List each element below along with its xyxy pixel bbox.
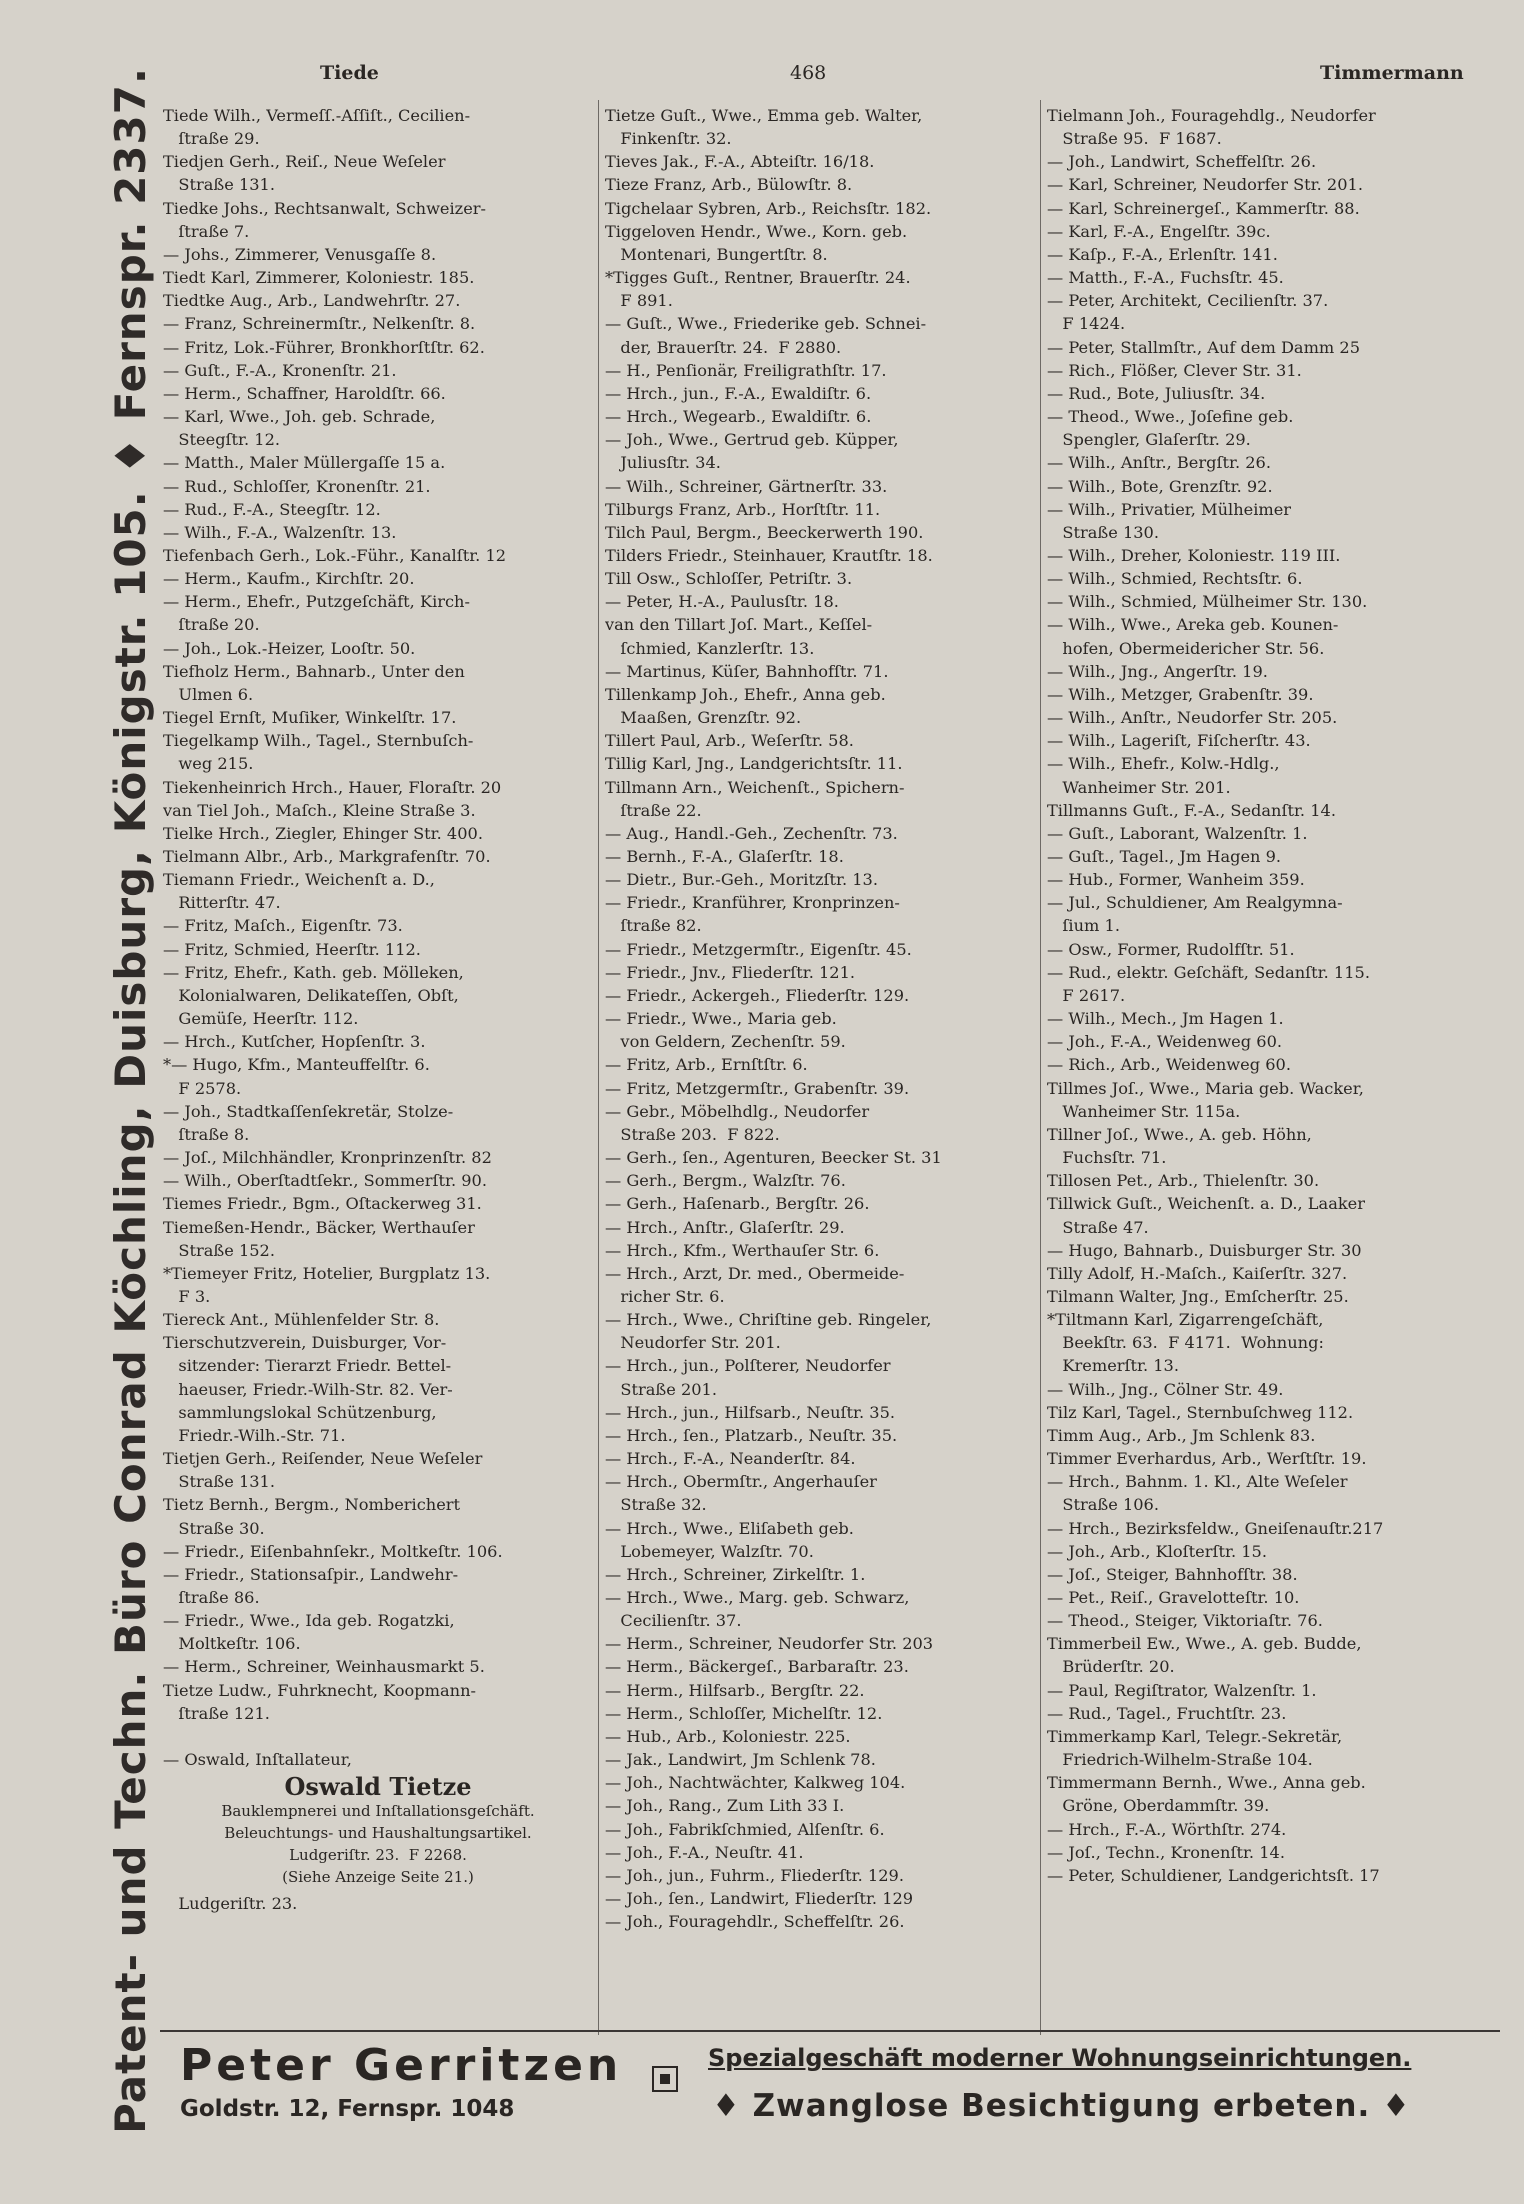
directory-entry-line: — Hugo, Bahnarb., Duisburger Str. 30 xyxy=(1047,1240,1362,1260)
directory-entry-line: Brüderſtr. 20. xyxy=(1047,1657,1175,1677)
directory-entry-line: — Jul., Schuldiener, Am Realgymna- xyxy=(1047,893,1343,913)
directory-entry-line: F 891. xyxy=(605,291,673,311)
directory-entry-line: Straße 130. xyxy=(1047,522,1160,542)
directory-entry-line: Tillwick Guſt., Weichenſt. a. D., Laaker xyxy=(1047,1194,1365,1214)
directory-entry-line: — Hrch., Obermſtr., Angerhauſer xyxy=(605,1472,877,1492)
directory-entry-line: — Hrch., F.-A., Neanderſtr. 84. xyxy=(605,1449,856,1469)
directory-entry-line: — Fritz, Ehefr., Kath. geb. Mölleken, xyxy=(163,962,464,982)
directory-entry-line: — Wilh., Wwe., Areka geb. Kounen- xyxy=(1047,615,1339,635)
directory-entry-line: Tiemann Friedr., Weichenſt a. D., xyxy=(163,870,435,890)
directory-entry-line: — Peter, Architekt, Cecilienſtr. 37. xyxy=(1047,291,1329,311)
directory-entry-line: Tillert Paul, Arb., Weſerſtr. 58. xyxy=(605,731,854,751)
column-divider xyxy=(1040,100,1041,2035)
directory-entry-line: Tilburgs Franz, Arb., Horſtſtr. 11. xyxy=(605,499,881,519)
directory-entry-line: — Wilh., Dreher, Koloniestr. 119 III. xyxy=(1047,545,1341,565)
directory-entry-line: — Hrch., Arzt, Dr. med., Obermeide- xyxy=(605,1263,905,1283)
directory-entry-line: — Joh., Nachtwächter, Kalkweg 104. xyxy=(605,1773,906,1793)
directory-entry-line: sammlungslokal Schützenburg, xyxy=(163,1402,437,1422)
directory-entry-line: — Gerh., ſen., Agenturen, Beecker St. 31 xyxy=(605,1148,942,1168)
directory-entry-line: — Aug., Handl.-Geh., Zechenſtr. 73. xyxy=(605,823,898,843)
directory-entry-line: — Dietr., Bur.-Geh., Moritzſtr. 13. xyxy=(605,870,878,890)
directory-entry-line: — Guſt., Wwe., Friederike geb. Schnei- xyxy=(605,314,927,334)
directory-entry-line: Cecilienſtr. 37. xyxy=(605,1611,742,1631)
directory-entry-line: Tiegelkamp Wilh., Tagel., Sternbuſch- xyxy=(163,731,474,751)
directory-entry-line: — Joſ., Milchhändler, Kronprinzenſtr. 82 xyxy=(163,1148,492,1168)
directory-entry-line: — Guſt., F.-A., Kronenſtr. 21. xyxy=(163,360,397,380)
directory-entry-line: — Joh., F.-A., Neuſtr. 41. xyxy=(605,1842,804,1862)
directory-entry-line: — Franz, Schreinermſtr., Nelkenſtr. 8. xyxy=(163,314,476,334)
directory-entry-line: Tietze Guſt., Wwe., Emma geb. Walter, xyxy=(605,106,923,125)
directory-entry-line: Tiemes Friedr., Bgm., Oſtackerweg 31. xyxy=(163,1194,482,1214)
side-advertisement xyxy=(100,66,160,2134)
directory-entry-line: — Matth., Maler Müllergaſſe 15 a. xyxy=(163,453,446,473)
directory-entry-line: — Friedr., Ackergeh., Fliederſtr. 129. xyxy=(605,985,910,1005)
directory-entry-line: — Hrch., Bahnm. 1. Kl., Alte Weſeler xyxy=(1047,1472,1348,1492)
directory-entry-line: — Bernh., F.-A., Glaſerſtr. 18. xyxy=(605,847,844,866)
directory-entry-line: Tilders Friedr., Steinhauer, Krautſtr. 18. xyxy=(605,545,933,565)
directory-entry-line: Friedrich-Wilhelm-Straße 104. xyxy=(1047,1750,1313,1770)
directory-entry-line: — Herm., Schaffner, Haroldſtr. 66. xyxy=(163,383,446,403)
directory-entry-line: — Herm., Schreiner, Weinhausmarkt 5. xyxy=(163,1657,485,1677)
advertisement-line: Beleuchtungs- und Haushaltungsartikel. xyxy=(224,1824,532,1843)
directory-entry-line: — Rud., Schloſſer, Kronenſtr. 21. xyxy=(163,476,431,496)
directory-entry-line: ſium 1. xyxy=(1047,916,1120,936)
directory-entry-line xyxy=(163,1725,593,1748)
directory-entry-line: Tiedke Johs., Rechtsanwalt, Schweizer- xyxy=(163,198,486,218)
directory-entry-line: — Joh., Fouragehdlr., Scheffelſtr. 26. xyxy=(605,1912,905,1932)
directory-entry-line: — Wilh., Schreiner, Gärtnerſtr. 33. xyxy=(605,476,888,496)
advertisement-address: Ludgeriſtr. 23. xyxy=(163,1894,298,1914)
directory-entry-line: Beekſtr. 63. F 4171. Wohnung: xyxy=(1047,1333,1324,1353)
directory-entry-line: — Joh., ſen., Landwirt, Fliederſtr. 129 xyxy=(605,1889,914,1909)
directory-entry-line: — Wilh., F.-A., Walzenſtr. 13. xyxy=(163,522,397,542)
directory-entry-line: — Hub., Arb., Koloniestr. 225. xyxy=(605,1726,851,1746)
directory-entry-line: ſtraße 29. xyxy=(163,129,260,149)
directory-entry-line: — Guſt., Tagel., Jm Hagen 9. xyxy=(1047,847,1282,866)
directory-entry-line: richer Str. 6. xyxy=(605,1286,725,1306)
directory-entry-line: hofen, Obermeidericher Str. 56. xyxy=(1047,638,1325,658)
advertisement-line: (Siehe Anzeige Seite 21.) xyxy=(282,1868,474,1887)
directory-entry-line: — Friedr., Eiſenbahnſekr., Moltkeſtr. 106. xyxy=(163,1541,503,1561)
directory-entry-line: Tillenkamp Joh., Ehefr., Anna geb. xyxy=(605,684,886,704)
directory-entry-line: Fuchsſtr. 71. xyxy=(1047,1148,1167,1168)
directory-entry-line: ſtraße 22. xyxy=(605,800,702,820)
directory-entry-line: van den Tillart Joſ. Mart., Keſſel- xyxy=(605,615,873,635)
directory-entry-line: — Fritz, Schmied, Heerſtr. 112. xyxy=(163,939,421,959)
directory-entry-line: Neudorfer Str. 201. xyxy=(605,1333,781,1353)
directory-entry-line: Tietjen Gerh., Reiſender, Neue Weſeler xyxy=(163,1449,483,1469)
directory-entry-line: Tigchelaar Sybren, Arb., Reichsſtr. 182. xyxy=(605,198,932,218)
directory-entry-line: — Osw., Former, Rudolfſtr. 51. xyxy=(1047,939,1295,959)
directory-entry-line: — Peter, H.-A., Paulusſtr. 18. xyxy=(605,592,839,612)
directory-entry-line: ſtraße 7. xyxy=(163,221,250,241)
directory-entry-line: Tielke Hrch., Ziegler, Ehinger Str. 400. xyxy=(163,823,483,843)
directory-entry-line: Ritterſtr. 47. xyxy=(163,893,281,913)
directory-entry-line: Timm Aug., Arb., Jm Schlenk 83. xyxy=(1047,1425,1316,1445)
directory-entry-line: — Karl, Wwe., Joh. geb. Schrade, xyxy=(163,407,436,427)
directory-entry-line: Straße 201. xyxy=(605,1379,718,1399)
directory-entry-line: — Joh., Landwirt, Scheffelſtr. 26. xyxy=(1047,152,1317,172)
directory-entry-line: — Gerh., Haſenarb., Bergſtr. 26. xyxy=(605,1194,870,1214)
footer-advertiser-address: Goldstr. 12, Fernspr. 1048 xyxy=(180,2096,515,2122)
directory-entry-line: — Joh., Arb., Kloſterſtr. 15. xyxy=(1047,1541,1267,1561)
directory-entry-line: — Joſ., Steiger, Bahnhofſtr. 38. xyxy=(1047,1564,1298,1584)
directory-entry-line: Straße 131. xyxy=(163,175,276,195)
directory-entry-line: ſtraße 20. xyxy=(163,615,260,635)
directory-entry-line: Tiedt Karl, Zimmerer, Koloniestr. 185. xyxy=(163,268,475,288)
directory-entry-line: — Joh., Rang., Zum Lith 33 I. xyxy=(605,1796,845,1816)
directory-entry-line: Tiegel Ernſt, Muſiker, Winkelſtr. 17. xyxy=(163,708,457,728)
directory-entry-line: — Friedr., Metzgermſtr., Eigenſtr. 45. xyxy=(605,939,912,959)
directory-entry-line: — Wilh., Oberſtadtſekr., Sommerſtr. 90. xyxy=(163,1171,487,1191)
page-number: 468 xyxy=(790,62,827,84)
directory-entry-line: Straße 152. xyxy=(163,1240,276,1260)
side-advertisement-text: Patent- und Techn. Büro Conrad Köchling, Duisburg, Königstr. 105. ♦ Fernspr. 2337. xyxy=(105,66,155,2134)
directory-entry-line: — Hrch., Wegearb., Ewaldiſtr. 6. xyxy=(605,407,872,427)
directory-entry-line: — Wilh., Anſtr., Neudorfer Str. 205. xyxy=(1047,708,1338,728)
directory-entry-line: F 2617. xyxy=(1047,985,1126,1005)
directory-entry-line: Straße 32. xyxy=(605,1495,707,1515)
directory-entry-line: — Fritz, Arb., Ernſtſtr. 6. xyxy=(605,1055,808,1075)
directory-entry-line: — Hrch., jun., Polſterer, Neudorfer xyxy=(605,1356,891,1376)
directory-entry-line: — Friedr., Wwe., Maria geb. xyxy=(605,1009,837,1029)
column-3 xyxy=(1047,104,1487,1887)
directory-entry-line: — Wilh., Anſtr., Bergſtr. 26. xyxy=(1047,453,1271,473)
directory-entry-line: — Fritz, Maſch., Eigenſtr. 73. xyxy=(163,916,403,936)
directory-entry-line: Kolonialwaren, Delikateſſen, Obſt, xyxy=(163,985,459,1005)
directory-entry-line: — Paul, Regiſtrator, Walzenſtr. 1. xyxy=(1047,1680,1317,1700)
directory-entry-line: Tieze Franz, Arb., Bülowſtr. 8. xyxy=(605,175,853,195)
directory-entry-line: — Theod., Wwe., Joſefine geb. xyxy=(1047,407,1294,427)
header-right-keyword: Timmermann xyxy=(1320,62,1464,84)
directory-entry-line: — Rich., Arb., Weidenweg 60. xyxy=(1047,1055,1291,1075)
directory-entry-line: Tilly Adolf, H.-Maſch., Kaiſerſtr. 327. xyxy=(1047,1263,1348,1283)
directory-entry-line: — Martinus, Küſer, Bahnhofſtr. 71. xyxy=(605,661,889,681)
directory-entry-line: — Friedr., Kranführer, Kronprinzen- xyxy=(605,893,900,913)
footer-invitation: ♦ Zwanglose Besichtigung erbeten. ♦ xyxy=(712,2088,1411,2124)
directory-entry-line: Straße 47. xyxy=(1047,1217,1149,1237)
directory-entry-line: Tillner Joſ., Wwe., A. geb. Höhn, xyxy=(1047,1124,1312,1144)
directory-entry-line: — Hrch., jun., Hilfsarb., Neuſtr. 35. xyxy=(605,1402,896,1422)
directory-entry-line: — Jak., Landwirt, Jm Schlenk 78. xyxy=(605,1750,876,1770)
directory-entry-line: van Tiel Joh., Maſch., Kleine Straße 3. xyxy=(163,800,476,820)
directory-entry-line: — Wilh., Metzger, Grabenſtr. 39. xyxy=(1047,684,1314,704)
directory-entry-line: — Joſ., Techn., Kronenſtr. 14. xyxy=(1047,1842,1285,1862)
directory-entry-line: — Theod., Steiger, Viktoriaſtr. 76. xyxy=(1047,1611,1323,1631)
directory-entry-line: — Oswald, Inſtallateur, xyxy=(163,1750,352,1770)
directory-entry-line: Gröne, Oberdammſtr. 39. xyxy=(1047,1796,1270,1816)
directory-entry-line: — Herm., Schreiner, Neudorfer Str. 203 xyxy=(605,1634,934,1654)
directory-entry-line: Tiede Wilh., Vermeſſ.-Aſſiſt., Cecilien- xyxy=(163,106,471,125)
directory-entry-line: Gemüſe, Heerſtr. 112. xyxy=(163,1009,359,1029)
footer-advertiser-name: Peter Gerritzen xyxy=(180,2040,623,2091)
directory-entry-line: — Kaſp., F.-A., Erlenſtr. 141. xyxy=(1047,244,1278,264)
directory-entry-line: — Guſt., Laborant, Walzenſtr. 1. xyxy=(1047,823,1308,843)
directory-entry-line: Tilch Paul, Bergm., Beeckerwerth 190. xyxy=(605,522,924,542)
directory-entry-line: Tillmanns Guſt., F.-A., Sedanſtr. 14. xyxy=(1047,800,1336,820)
directory-entry-line: — Wilh., Bote, Grenzſtr. 92. xyxy=(1047,476,1273,496)
directory-entry-line: Timmerkamp Karl, Telegr.-Sekretär, xyxy=(1047,1726,1343,1746)
directory-entry-line: — Hrch., Anſtr., Glaſerſtr. 29. xyxy=(605,1217,845,1237)
directory-entry-line: Tielmann Joh., Fouragehdlg., Neudorfer xyxy=(1047,106,1376,125)
directory-entry-line: — Joh., Wwe., Gertrud geb. Küpper, xyxy=(605,430,899,450)
directory-entry-line: — Wilh., Jng., Angerſtr. 19. xyxy=(1047,661,1268,681)
directory-entry-line: Friedr.-Wilh.-Str. 71. xyxy=(163,1425,346,1445)
directory-entry-line: — Hrch., Wwe., Eliſabeth geb. xyxy=(605,1518,854,1538)
directory-entry-line: von Geldern, Zechenſtr. 59. xyxy=(605,1032,846,1052)
directory-entry-line: Straße 106. xyxy=(1047,1495,1160,1515)
directory-entry-line: — Rud., elektr. Geſchäft, Sedanſtr. 115. xyxy=(1047,962,1370,982)
directory-entry-line: — Joh., jun., Fuhrm., Fliederſtr. 129. xyxy=(605,1865,904,1885)
directory-entry-line: — Hrch., Wwe., Chriſtine geb. Ringeler, xyxy=(605,1310,932,1330)
directory-entry-line: Till Osw., Schloſſer, Petriſtr. 3. xyxy=(605,569,853,589)
directory-entry-line: — Wilh., Ehefr., Kolw.-Hdlg., xyxy=(1047,754,1280,774)
directory-entry-line: — Rud., Bote, Juliusſtr. 34. xyxy=(1047,383,1266,403)
directory-entry-line: Steegſtr. 12. xyxy=(163,430,281,450)
directory-entry-line: Finkenſtr. 32. xyxy=(605,129,732,149)
directory-entry-line: Tiefenbach Gerh., Lok.-Führ., Kanalſtr. 12 xyxy=(163,545,507,565)
directory-entry-line: Kremerſtr. 13. xyxy=(1047,1356,1180,1376)
directory-entry-line: ſtraße 121. xyxy=(163,1703,270,1723)
directory-entry-line: — Gebr., Möbelhdlg., Neudorfer xyxy=(605,1101,870,1121)
directory-entry-line: — Karl, F.-A., Engelſtr. 39c. xyxy=(1047,221,1271,241)
directory-entry-line: — Hrch., jun., F.-A., Ewaldiſtr. 6. xyxy=(605,383,872,403)
directory-entry-line: — Hrch., Bezirksfeldw., Gneiſenauſtr.217 xyxy=(1047,1518,1384,1538)
directory-entry-line: Tietze Ludw., Fuhrknecht, Koopmann- xyxy=(163,1680,476,1700)
directory-entry-line: — Rud., F.-A., Steegſtr. 12. xyxy=(163,499,381,519)
directory-entry-line: — Wilh., Jng., Cölner Str. 49. xyxy=(1047,1379,1284,1399)
directory-entry-line: Tilz Karl, Tagel., Sternbuſchweg 112. xyxy=(1047,1402,1354,1422)
directory-entry-line: — Rich., Flößer, Clever Str. 31. xyxy=(1047,360,1302,380)
directory-entry-line: haeuser, Friedr.-Wilh-Str. 82. Ver- xyxy=(163,1379,453,1399)
directory-entry-line: F 1424. xyxy=(1047,314,1126,334)
directory-entry-line: — Hrch., F.-A., Wörthſtr. 274. xyxy=(1047,1819,1287,1839)
column-2 xyxy=(605,104,1035,1933)
directory-entry-line: F 3. xyxy=(163,1286,211,1306)
directory-entry-line: — Fritz, Lok.-Führer, Bronkhorſtſtr. 62. xyxy=(163,337,485,357)
directory-entry-line: — Johs., Zimmerer, Venusgaſſe 8. xyxy=(163,244,437,264)
directory-entry-line: — Joh., Lok.-Heizer, Looſtr. 50. xyxy=(163,638,416,658)
directory-entry-line: Ulmen 6. xyxy=(163,684,254,704)
directory-entry-line: Tillig Karl, Jng., Landgerichtsſtr. 11. xyxy=(605,754,903,774)
directory-entry-line: ſchmied, Kanzlerſtr. 13. xyxy=(605,638,815,658)
directory-entry-line: — Wilh., Privatier, Mülheimer xyxy=(1047,499,1292,519)
directory-entry-line: *Tiemeyer Fritz, Hotelier, Burgplatz 13. xyxy=(163,1263,491,1283)
directory-entry-line: — Hrch., Schreiner, Zirkelſtr. 1. xyxy=(605,1564,866,1584)
column-divider xyxy=(598,100,599,2035)
directory-entry-line: *— Hugo, Kfm., Manteuffelſtr. 6. xyxy=(163,1055,430,1075)
directory-entry-line: — Joh., Stadtkaſſenſekretär, Stolze- xyxy=(163,1101,454,1121)
directory-entry-line: *Tiltmann Karl, Zigarrengeſchäft, xyxy=(1047,1310,1324,1330)
directory-entry-line: — Wilh., Mech., Jm Hagen 1. xyxy=(1047,1009,1284,1029)
directory-entry-line: Wanheimer Str. 201. xyxy=(1047,777,1231,797)
directory-entry-line: Timmerbeil Ew., Wwe., A. geb. Budde, xyxy=(1047,1634,1362,1654)
directory-entry-line: — Herm., Kaufm., Kirchſtr. 20. xyxy=(163,569,415,589)
page-header xyxy=(160,62,1490,92)
directory-entry-line: — Hrch., Kutſcher, Hopſenſtr. 3. xyxy=(163,1032,426,1052)
directory-entry-line: — Hrch., Wwe., Marg. geb. Schwarz, xyxy=(605,1588,910,1607)
directory-entry-line: — Karl, Schreinergeſ., Kammerſtr. 88. xyxy=(1047,198,1360,218)
directory-entry-line: Spengler, Glaſerſtr. 29. xyxy=(1047,430,1251,450)
square-ornament-icon xyxy=(652,2066,678,2092)
directory-entry-line: — Herm., Ehefr., Putzgeſchäft, Kirch- xyxy=(163,592,470,612)
directory-entry-line: ſtraße 86. xyxy=(163,1588,260,1607)
directory-entry-line: — Peter, Stallmſtr., Auf dem Damm 25 xyxy=(1047,337,1361,357)
directory-entry-line: ſtraße 8. xyxy=(163,1124,250,1144)
directory-entry-line: — Hrch., ſen., Platzarb., Neuſtr. 35. xyxy=(605,1425,898,1445)
directory-entry-line: F 2578. xyxy=(163,1078,242,1098)
directory-entry-line: — Rud., Tagel., Fruchtſtr. 23. xyxy=(1047,1703,1287,1723)
directory-entry-line: — Peter, Schuldiener, Landgerichtsſt. 17 xyxy=(1047,1865,1380,1885)
directory-entry-line: Moltkeſtr. 106. xyxy=(163,1634,301,1654)
directory-entry-line: — Friedr., Stationsaſpir., Landwehr- xyxy=(163,1564,459,1584)
directory-entry-line: Juliusſtr. 34. xyxy=(605,453,721,473)
advertisement-line: Ludgeriſtr. 23. F 2268. xyxy=(289,1846,467,1865)
directory-entry-line: Tillosen Pet., Arb., Thielenſtr. 30. xyxy=(1047,1171,1320,1191)
directory-entry-line: Tieves Jak., F.-A., Abteiſtr. 16/18. xyxy=(605,152,875,172)
directory-entry-line: *Tigges Guſt., Rentner, Brauerſtr. 24. xyxy=(605,268,911,288)
directory-entry-line: Tiedtke Aug., Arb., Landwehrſtr. 27. xyxy=(163,291,461,311)
directory-entry-line: — Karl, Schreiner, Neudorfer Str. 201. xyxy=(1047,175,1363,195)
directory-entry-line: Straße 203. F 822. xyxy=(605,1124,780,1144)
directory-entry-line: — Herm., Schloſſer, Michelſtr. 12. xyxy=(605,1703,883,1723)
directory-entry-line: Straße 30. xyxy=(163,1518,265,1538)
directory-entry-line: — Joh., Fabrikſchmied, Alſenſtr. 6. xyxy=(605,1819,885,1839)
directory-entry-line: Tierschutzverein, Duisburger, Vor- xyxy=(163,1333,447,1353)
directory-entry-line: Timmermann Bernh., Wwe., Anna geb. xyxy=(1047,1773,1366,1793)
directory-entry-line: — Matth., F.-A., Fuchsſtr. 45. xyxy=(1047,268,1284,288)
directory-entry-line: — Gerh., Bergm., Walzſtr. 76. xyxy=(605,1171,846,1191)
directory-entry-line: — Hub., Former, Wanheim 359. xyxy=(1047,870,1305,890)
directory-entry-line: — Herm., Bäckergeſ., Barbaraſtr. 23. xyxy=(605,1657,909,1677)
directory-entry-line: — Herm., Hilfsarb., Bergſtr. 22. xyxy=(605,1680,865,1700)
footer-rule xyxy=(160,2030,1500,2032)
directory-entry-line: sitzender: Tierarzt Friedr. Bettel- xyxy=(163,1356,452,1376)
directory-entry-line: — Friedr., Wwe., Ida geb. Rogatzki, xyxy=(163,1611,455,1631)
header-left-keyword: Tiede xyxy=(320,62,379,84)
directory-entry-line: — Wilh., Lageriſt, Fiſcherſtr. 43. xyxy=(1047,731,1311,751)
directory-entry-line: ſtraße 82. xyxy=(605,916,702,936)
directory-entry-line: Tillmes Joſ., Wwe., Maria geb. Wacker, xyxy=(1047,1078,1364,1098)
directory-entry-line: Tiereck Ant., Mühlenfelder Str. 8. xyxy=(163,1310,440,1330)
directory-entry-line: Tillmann Arn., Weichenſt., Spichern- xyxy=(605,777,905,797)
directory-entry-line: Wanheimer Str. 115a. xyxy=(1047,1101,1241,1121)
directory-entry-line: — Joh., F.-A., Weidenweg 60. xyxy=(1047,1032,1283,1052)
directory-entry-line: — Wilh., Schmied, Mülheimer Str. 130. xyxy=(1047,592,1368,612)
directory-entry-line: Maaßen, Grenzſtr. 92. xyxy=(605,708,802,728)
directory-entry-line: Lobemeyer, Walzſtr. 70. xyxy=(605,1541,814,1561)
directory-entry-line: Tilmann Walter, Jng., Emſcherſtr. 25. xyxy=(1047,1286,1349,1306)
directory-entry-line: — Pet., Reiſ., Gravelotteſtr. 10. xyxy=(1047,1588,1300,1607)
directory-entry-line: — Friedr., Jnv., Fliederſtr. 121. xyxy=(605,962,856,982)
directory-entry-line: — H., Penſionär, Freiligrathſtr. 17. xyxy=(605,360,887,380)
directory-entry-line: Tielmann Albr., Arb., Markgrafenſtr. 70. xyxy=(163,847,491,866)
column-1 xyxy=(163,104,593,1916)
footer-specialty: Spezialgeschäft moderner Wohnungseinrichtungen. xyxy=(708,2044,1412,2072)
advertisement-line: Bauklempnerei und Inſtallationsgeſchäft. xyxy=(221,1802,535,1821)
advertisement-title: Oswald Tietze xyxy=(284,1772,472,1802)
directory-entry-line: der, Brauerſtr. 24. F 2880. xyxy=(605,337,842,357)
directory-entry-line: Tietz Bernh., Bergm., Nomberichert xyxy=(163,1495,461,1515)
directory-entry-line: Tiefholz Herm., Bahnarb., Unter den xyxy=(163,661,465,681)
directory-entry-line: Tiedjen Gerh., Reiſ., Neue Weſeler xyxy=(163,152,446,172)
directory-entry-line: — Hrch., Kfm., Werthauſer Str. 6. xyxy=(605,1240,880,1260)
directory-entry-line: Straße 95. F 1687. xyxy=(1047,129,1222,149)
directory-entry-line: Timmer Everhardus, Arb., Werſtſtr. 19. xyxy=(1047,1449,1367,1469)
directory-entry-line: Straße 131. xyxy=(163,1472,276,1492)
directory-entry-line: Tiggeloven Hendr., Wwe., Korn. geb. xyxy=(605,221,908,241)
directory-entry-line: Tiekenheinrich Hrch., Hauer, Floraſtr. 20 xyxy=(163,777,502,797)
directory-entry-line: weg 215. xyxy=(163,754,254,774)
directory-entry-line: — Fritz, Metzgermſtr., Grabenſtr. 39. xyxy=(605,1078,910,1098)
directory-entry-line: Montenari, Bungertſtr. 8. xyxy=(605,244,828,264)
directory-entry-line: Tiemeßen-Hendr., Bäcker, Werthauſer xyxy=(163,1217,475,1237)
directory-entry-line: — Wilh., Schmied, Rechtsſtr. 6. xyxy=(1047,569,1303,589)
